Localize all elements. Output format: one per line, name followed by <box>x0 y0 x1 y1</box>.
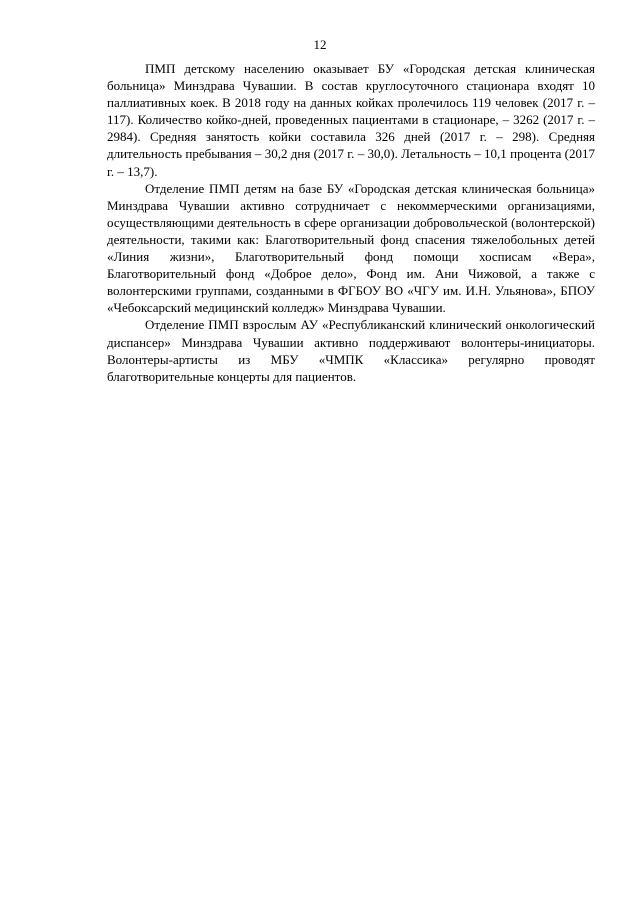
paragraph-pediatric-palliative-care: ПМП детскому населению оказывает БУ «Городская детская клиническая больница» Минздрава Чувашии. В состав круглосуточного стационара входят 10 паллиативных коек. В 2018 году на данных койках пролечилось 119 человек (2017 г. – 117). Количество койко-дней, проведенных пациентами в стационаре, – 3262 (2017 г. – 2984). Средняя занятость койки составила 326 дней (2017 г. – 298). Средняя длительность пребывания – 30,2 дня (2017 г. – 30,0). Летальность – 10,1 процента (2017 г. – 13,7). <box>107 61 595 179</box>
paragraph-nonprofit-cooperation: Отделение ПМП детям на базе БУ «Городская детская клиническая больница» Минздрава Чувашии активно сотрудничает с некоммерческими организациями, осуществляющими деятельность в сфере организации добровольческой (волонтерской) деятельности, такими как: Благотворительный фонд спасения тяжелобольных детей «Линия жизни», Благотворительный фонд помощи хосписам «Вера», Благотворительный фонд «Доброе дело», Фонд им. Ани Чижовой, а также с волонтерскими группами, созданными в ФГБОУ ВО «ЧГУ им. И.Н. Ульянова», БПОУ «Чебоксарский медицинский колледж» Минздрава Чувашии. <box>107 180 595 316</box>
page-number: 12 <box>313 37 327 52</box>
paragraph-adult-palliative-volunteers: Отделение ПМП взрослым АУ «Республиканский клинический онкологический диспансер» Минздрава Чувашии активно поддерживают волонтеры-инициаторы. Волонтеры-артисты из МБУ «ЧМПК «Классика» регулярно проводят благотворительные концерты для пациентов. <box>107 317 595 384</box>
document-body <box>107 60 595 385</box>
